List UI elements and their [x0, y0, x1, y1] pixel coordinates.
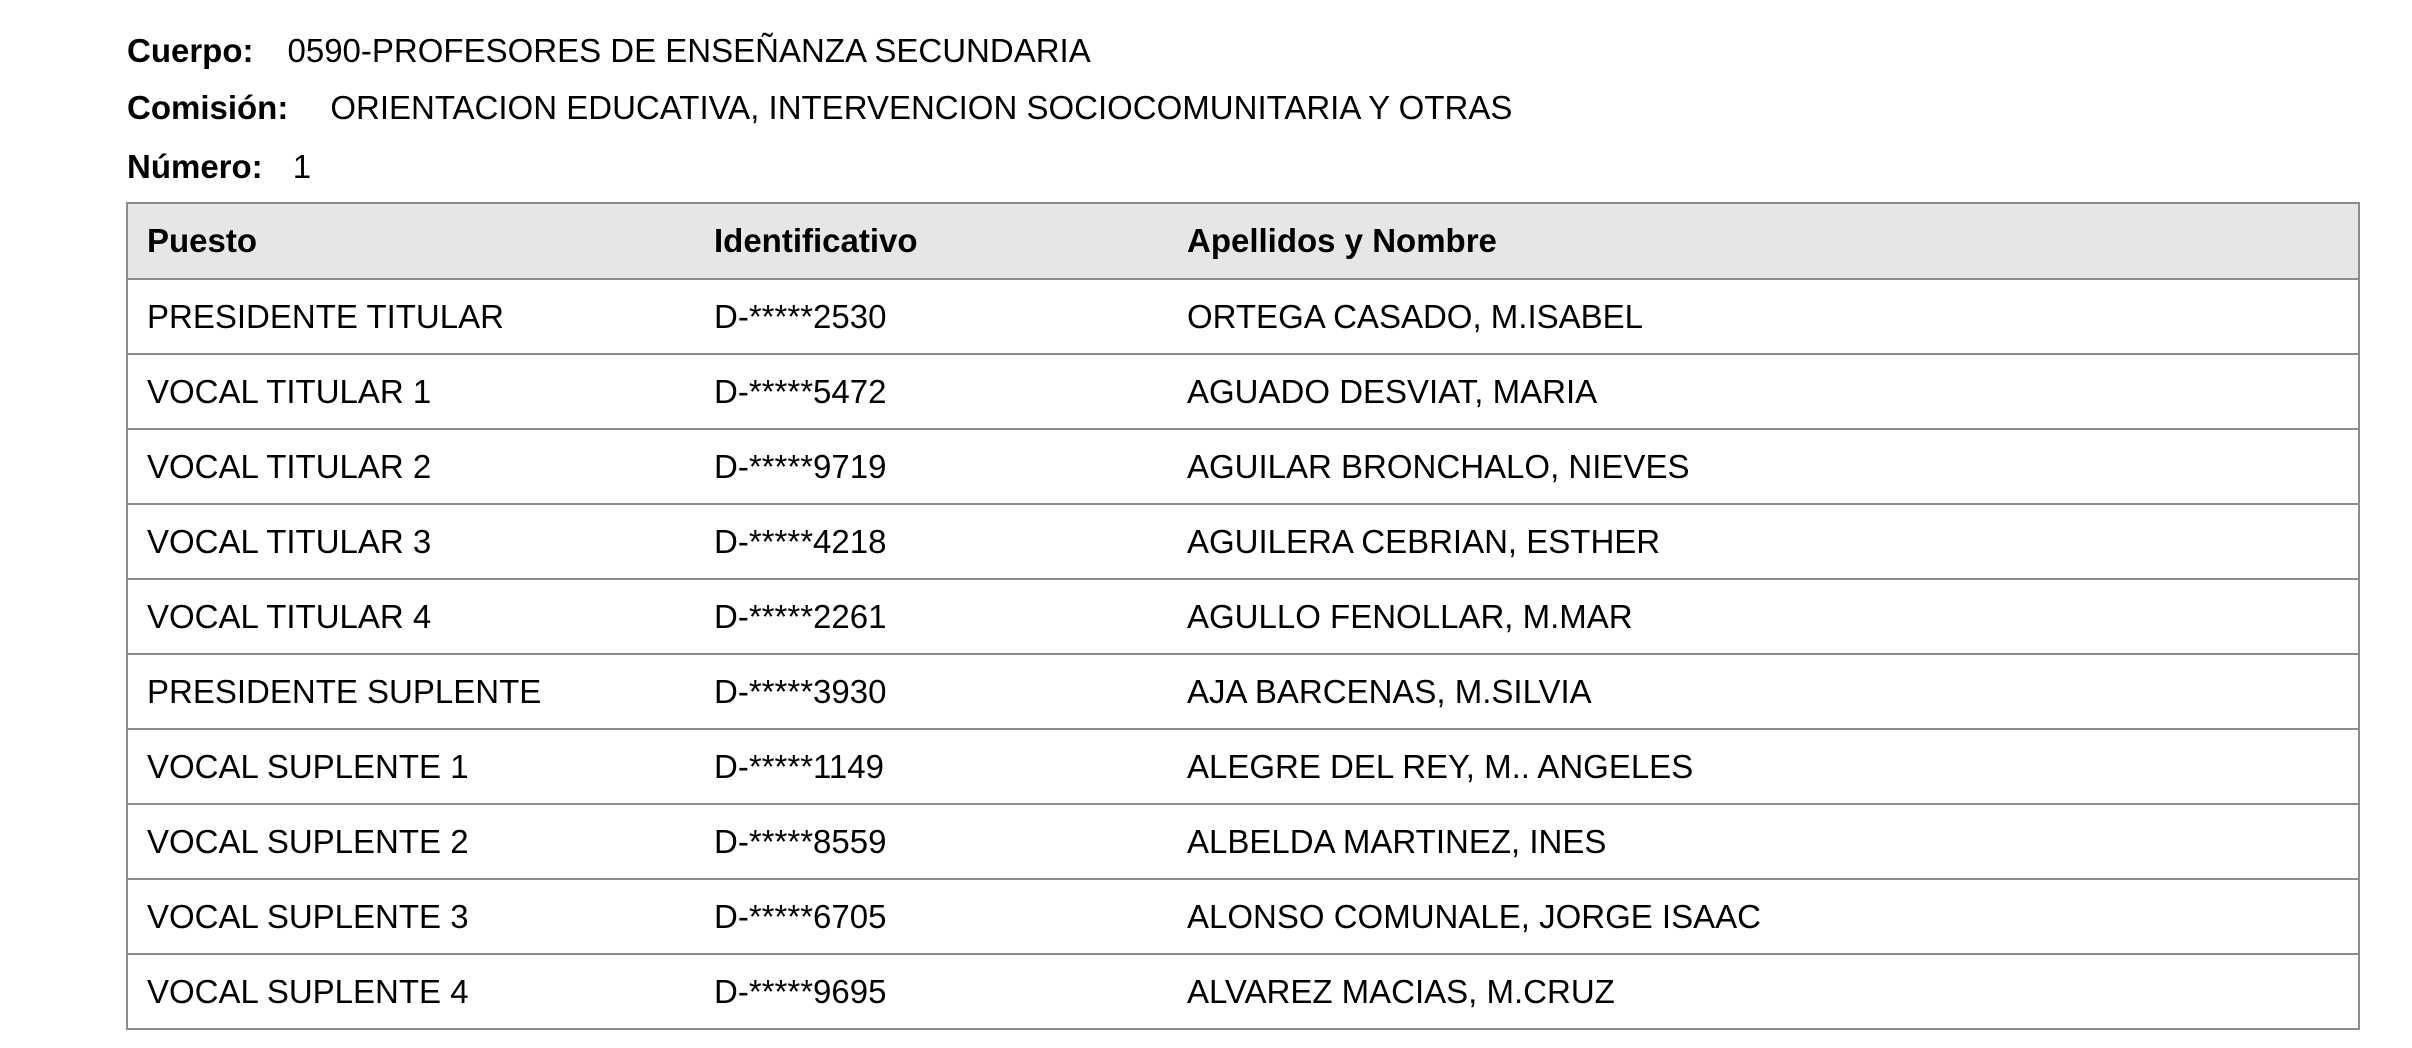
column-header-identificativo: Identificativo	[695, 203, 1168, 279]
table-row	[127, 654, 2359, 729]
cell-apellidos-nombre: ALVAREZ MACIAS, M.CRUZ	[1168, 954, 2359, 1029]
column-header-puesto: Puesto	[127, 203, 695, 279]
cell-identificativo: D-*****8559	[695, 804, 1168, 879]
comision-label: Comisión:	[127, 89, 289, 126]
comision-value: ORIENTACION EDUCATIVA, INTERVENCION SOCIOCOMUNITARIA Y OTRAS	[330, 89, 1513, 126]
cell-puesto: VOCAL TITULAR 1	[127, 354, 695, 429]
cell-puesto: PRESIDENTE SUPLENTE	[127, 654, 695, 729]
cell-apellidos-nombre: AJA BARCENAS, M.SILVIA	[1168, 654, 2359, 729]
table-row	[127, 729, 2359, 804]
cell-identificativo: D-*****9695	[695, 954, 1168, 1029]
cell-apellidos-nombre: ALBELDA MARTINEZ, INES	[1168, 804, 2359, 879]
cell-apellidos-nombre: ALEGRE DEL REY, M.. ANGELES	[1168, 729, 2359, 804]
table-row	[127, 879, 2359, 954]
cell-apellidos-nombre: ALONSO COMUNALE, JORGE ISAAC	[1168, 879, 2359, 954]
table-body	[127, 279, 2359, 1029]
table-row	[127, 354, 2359, 429]
numero-value: 1	[292, 148, 312, 185]
cell-apellidos-nombre: AGULLO FENOLLAR, M.MAR	[1168, 579, 2359, 654]
cell-apellidos-nombre: AGUILERA CEBRIAN, ESTHER	[1168, 504, 2359, 579]
cell-puesto: VOCAL SUPLENTE 3	[127, 879, 695, 954]
cell-puesto: VOCAL SUPLENTE 1	[127, 729, 695, 804]
table-row	[127, 579, 2359, 654]
table-row	[127, 429, 2359, 504]
table-row	[127, 279, 2359, 354]
cell-identificativo: D-*****6705	[695, 879, 1168, 954]
table-row	[127, 954, 2359, 1029]
cell-apellidos-nombre: AGUADO DESVIAT, MARIA	[1168, 354, 2359, 429]
cell-puesto: VOCAL TITULAR 2	[127, 429, 695, 504]
cell-identificativo: D-*****1149	[695, 729, 1168, 804]
tribunal-table	[126, 202, 2360, 1030]
cell-identificativo: D-*****4218	[695, 504, 1168, 579]
cuerpo-label: Cuerpo:	[127, 32, 254, 69]
numero-line	[127, 147, 311, 187]
cell-apellidos-nombre: ORTEGA CASADO, M.ISABEL	[1168, 279, 2359, 354]
table-row	[127, 804, 2359, 879]
cuerpo-value: 0590-PROFESORES DE ENSEÑANZA SECUNDARIA	[287, 32, 1091, 69]
tribunal-table-container	[126, 202, 2358, 1030]
column-header-apellidos-nombre: Apellidos y Nombre	[1168, 203, 2359, 279]
cell-puesto: VOCAL SUPLENTE 2	[127, 804, 695, 879]
cell-identificativo: D-*****2261	[695, 579, 1168, 654]
cell-identificativo: D-*****9719	[695, 429, 1168, 504]
cell-puesto: VOCAL TITULAR 3	[127, 504, 695, 579]
cell-apellidos-nombre: AGUILAR BRONCHALO, NIEVES	[1168, 429, 2359, 504]
numero-label: Número:	[127, 148, 263, 185]
cell-puesto: PRESIDENTE TITULAR	[127, 279, 695, 354]
table-row	[127, 504, 2359, 579]
comision-line	[127, 88, 1512, 128]
table-header-row	[127, 203, 2359, 279]
cell-puesto: VOCAL SUPLENTE 4	[127, 954, 695, 1029]
cell-identificativo: D-*****5472	[695, 354, 1168, 429]
cuerpo-line	[127, 31, 1091, 71]
cell-identificativo: D-*****3930	[695, 654, 1168, 729]
cell-puesto: VOCAL TITULAR 4	[127, 579, 695, 654]
cell-identificativo: D-*****2530	[695, 279, 1168, 354]
